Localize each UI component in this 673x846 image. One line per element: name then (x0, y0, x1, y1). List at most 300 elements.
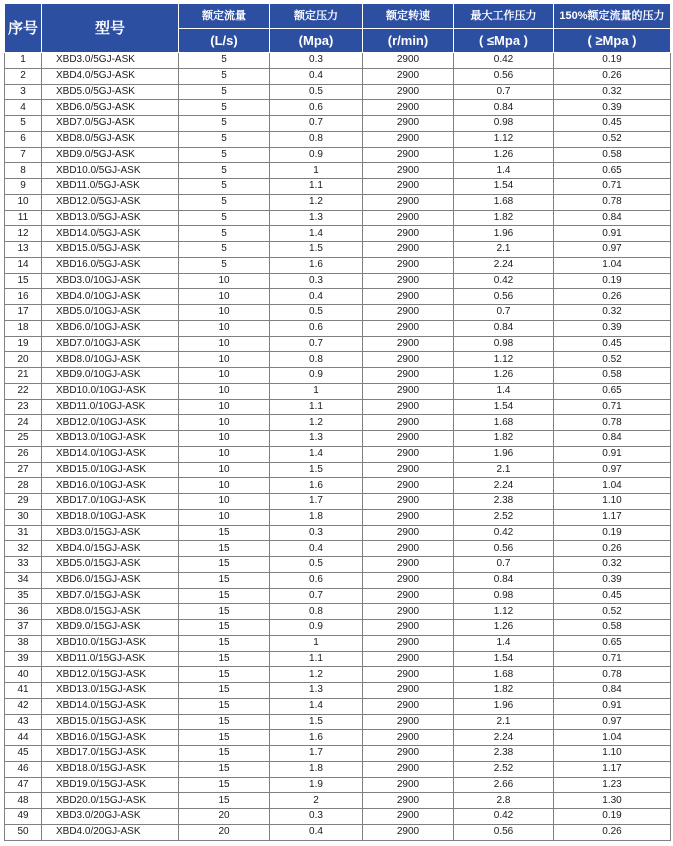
cell-no: 22 (5, 383, 42, 399)
cell-pressure-150: 1.17 (554, 509, 671, 525)
table-row (5, 431, 671, 447)
cell-pressure-150: 0.45 (554, 588, 671, 604)
cell-pressure-150: 0.58 (554, 147, 671, 163)
cell-no: 49 (5, 809, 42, 825)
cell-flow: 15 (179, 746, 270, 762)
cell-flow: 5 (179, 68, 270, 84)
cell-model: XBD9.0/5GJ-ASK (42, 147, 179, 163)
cell-model: XBD11.0/15GJ-ASK (42, 651, 179, 667)
table-row (5, 147, 671, 163)
cell-model: XBD3.0/15GJ-ASK (42, 525, 179, 541)
cell-pressure-150: 0.84 (554, 431, 671, 447)
cell-flow: 10 (179, 415, 270, 431)
cell-pressure: 0.5 (270, 305, 363, 321)
table-row (5, 557, 671, 573)
cell-model: XBD4.0/10GJ-ASK (42, 289, 179, 305)
cell-speed: 2900 (363, 667, 454, 683)
cell-model: XBD9.0/15GJ-ASK (42, 620, 179, 636)
table-row (5, 415, 671, 431)
cell-model: XBD6.0/5GJ-ASK (42, 100, 179, 116)
cell-no: 43 (5, 714, 42, 730)
cell-speed: 2900 (363, 509, 454, 525)
cell-model: XBD7.0/15GJ-ASK (42, 588, 179, 604)
cell-no: 33 (5, 557, 42, 573)
cell-pressure: 0.3 (270, 273, 363, 289)
cell-flow: 5 (179, 210, 270, 226)
cell-max-pressure: 1.82 (454, 683, 554, 699)
cell-flow: 10 (179, 320, 270, 336)
cell-speed: 2900 (363, 698, 454, 714)
cell-flow: 15 (179, 698, 270, 714)
cell-no: 40 (5, 667, 42, 683)
table-body (5, 53, 671, 841)
cell-flow: 5 (179, 163, 270, 179)
cell-max-pressure: 1.96 (454, 446, 554, 462)
cell-pressure-150: 0.45 (554, 116, 671, 132)
cell-no: 3 (5, 84, 42, 100)
cell-no: 35 (5, 588, 42, 604)
cell-pressure: 0.5 (270, 557, 363, 573)
cell-max-pressure: 1.68 (454, 415, 554, 431)
cell-model: XBD16.0/15GJ-ASK (42, 730, 179, 746)
cell-flow: 15 (179, 777, 270, 793)
cell-speed: 2900 (363, 683, 454, 699)
pump-spec-table (4, 3, 671, 841)
cell-pressure: 0.3 (270, 525, 363, 541)
cell-pressure: 1.2 (270, 667, 363, 683)
table-row (5, 179, 671, 195)
cell-pressure: 1.8 (270, 761, 363, 777)
cell-pressure-150: 0.19 (554, 809, 671, 825)
cell-no: 30 (5, 509, 42, 525)
cell-pressure: 1.9 (270, 777, 363, 793)
cell-max-pressure: 0.42 (454, 809, 554, 825)
cell-max-pressure: 1.12 (454, 604, 554, 620)
cell-model: XBD11.0/5GJ-ASK (42, 179, 179, 195)
cell-pressure-150: 0.65 (554, 383, 671, 399)
cell-pressure-150: 0.84 (554, 210, 671, 226)
table-row (5, 588, 671, 604)
cell-speed: 2900 (363, 635, 454, 651)
table-row (5, 368, 671, 384)
cell-speed: 2900 (363, 305, 454, 321)
cell-model: XBD13.0/5GJ-ASK (42, 210, 179, 226)
cell-no: 12 (5, 226, 42, 242)
header-pressure: 额定压力 (270, 4, 363, 29)
cell-no: 34 (5, 572, 42, 588)
cell-no: 50 (5, 824, 42, 840)
cell-model: XBD15.0/15GJ-ASK (42, 714, 179, 730)
cell-model: XBD11.0/10GJ-ASK (42, 399, 179, 415)
cell-pressure-150: 0.39 (554, 320, 671, 336)
cell-speed: 2900 (363, 399, 454, 415)
cell-model: XBD10.0/15GJ-ASK (42, 635, 179, 651)
cell-no: 7 (5, 147, 42, 163)
cell-pressure-150: 1.17 (554, 761, 671, 777)
cell-max-pressure: 2.8 (454, 793, 554, 809)
cell-no: 14 (5, 257, 42, 273)
cell-pressure-150: 0.19 (554, 525, 671, 541)
cell-no: 11 (5, 210, 42, 226)
cell-max-pressure: 1.4 (454, 383, 554, 399)
cell-model: XBD5.0/5GJ-ASK (42, 84, 179, 100)
cell-no: 42 (5, 698, 42, 714)
table-row (5, 383, 671, 399)
cell-pressure: 0.8 (270, 604, 363, 620)
cell-pressure: 1.6 (270, 730, 363, 746)
cell-pressure-150: 0.65 (554, 163, 671, 179)
table-row (5, 824, 671, 840)
table-row (5, 53, 671, 69)
cell-flow: 5 (179, 116, 270, 132)
table-row (5, 683, 671, 699)
cell-flow: 5 (179, 194, 270, 210)
cell-no: 24 (5, 415, 42, 431)
cell-pressure: 1.6 (270, 257, 363, 273)
cell-pressure: 1.8 (270, 509, 363, 525)
cell-pressure-150: 0.52 (554, 604, 671, 620)
cell-no: 6 (5, 131, 42, 147)
cell-speed: 2900 (363, 68, 454, 84)
cell-no: 10 (5, 194, 42, 210)
header-max-pressure: 最大工作压力 (454, 4, 554, 29)
cell-pressure-150: 0.32 (554, 305, 671, 321)
cell-flow: 15 (179, 604, 270, 620)
cell-no: 5 (5, 116, 42, 132)
cell-max-pressure: 0.56 (454, 68, 554, 84)
table-row (5, 131, 671, 147)
cell-max-pressure: 1.54 (454, 399, 554, 415)
cell-speed: 2900 (363, 116, 454, 132)
cell-no: 27 (5, 462, 42, 478)
cell-flow: 15 (179, 557, 270, 573)
cell-max-pressure: 0.42 (454, 53, 554, 69)
cell-no: 32 (5, 541, 42, 557)
cell-model: XBD17.0/10GJ-ASK (42, 494, 179, 510)
cell-model: XBD3.0/5GJ-ASK (42, 53, 179, 69)
cell-model: XBD12.0/10GJ-ASK (42, 415, 179, 431)
cell-no: 16 (5, 289, 42, 305)
table-row (5, 698, 671, 714)
table-row (5, 100, 671, 116)
cell-speed: 2900 (363, 273, 454, 289)
cell-flow: 5 (179, 100, 270, 116)
cell-pressure: 1.4 (270, 226, 363, 242)
cell-flow: 20 (179, 809, 270, 825)
table-row (5, 352, 671, 368)
cell-speed: 2900 (363, 478, 454, 494)
cell-no: 23 (5, 399, 42, 415)
cell-model: XBD14.0/5GJ-ASK (42, 226, 179, 242)
cell-flow: 5 (179, 53, 270, 69)
cell-speed: 2900 (363, 620, 454, 636)
table-row (5, 242, 671, 258)
cell-max-pressure: 1.96 (454, 226, 554, 242)
cell-pressure-150: 0.97 (554, 242, 671, 258)
table-row (5, 462, 671, 478)
cell-speed: 2900 (363, 446, 454, 462)
cell-pressure: 1 (270, 635, 363, 651)
header-pressure-150: 150%额定流量的压力 (554, 4, 671, 29)
cell-pressure: 0.4 (270, 289, 363, 305)
cell-flow: 5 (179, 226, 270, 242)
cell-no: 20 (5, 352, 42, 368)
table-row (5, 509, 671, 525)
cell-speed: 2900 (363, 462, 454, 478)
cell-max-pressure: 1.26 (454, 620, 554, 636)
cell-model: XBD20.0/15GJ-ASK (42, 793, 179, 809)
cell-no: 48 (5, 793, 42, 809)
cell-pressure: 1.6 (270, 478, 363, 494)
cell-flow: 10 (179, 352, 270, 368)
cell-speed: 2900 (363, 383, 454, 399)
cell-flow: 10 (179, 478, 270, 494)
cell-max-pressure: 0.56 (454, 289, 554, 305)
cell-max-pressure: 2.1 (454, 462, 554, 478)
header-flow-unit: (L/s) (179, 29, 270, 53)
cell-max-pressure: 0.98 (454, 116, 554, 132)
cell-pressure: 1.7 (270, 494, 363, 510)
cell-max-pressure: 0.84 (454, 572, 554, 588)
cell-pressure-150: 0.65 (554, 635, 671, 651)
cell-pressure: 2 (270, 793, 363, 809)
cell-no: 18 (5, 320, 42, 336)
table-row (5, 226, 671, 242)
cell-speed: 2900 (363, 84, 454, 100)
table-row (5, 194, 671, 210)
table-row (5, 730, 671, 746)
cell-no: 28 (5, 478, 42, 494)
cell-model: XBD15.0/5GJ-ASK (42, 242, 179, 258)
table-row (5, 604, 671, 620)
table-row (5, 84, 671, 100)
cell-no: 31 (5, 525, 42, 541)
cell-flow: 5 (179, 179, 270, 195)
cell-pressure-150: 0.91 (554, 698, 671, 714)
table-row (5, 210, 671, 226)
cell-flow: 5 (179, 131, 270, 147)
cell-pressure: 1.1 (270, 179, 363, 195)
cell-speed: 2900 (363, 257, 454, 273)
cell-model: XBD12.0/15GJ-ASK (42, 667, 179, 683)
cell-max-pressure: 2.52 (454, 761, 554, 777)
table-row (5, 68, 671, 84)
cell-max-pressure: 1.54 (454, 651, 554, 667)
cell-flow: 15 (179, 635, 270, 651)
cell-pressure: 1.2 (270, 194, 363, 210)
cell-no: 8 (5, 163, 42, 179)
cell-flow: 5 (179, 84, 270, 100)
table-row (5, 777, 671, 793)
cell-pressure-150: 0.91 (554, 226, 671, 242)
cell-speed: 2900 (363, 352, 454, 368)
cell-speed: 2900 (363, 777, 454, 793)
cell-speed: 2900 (363, 415, 454, 431)
cell-max-pressure: 2.66 (454, 777, 554, 793)
cell-pressure: 1.3 (270, 683, 363, 699)
table-row (5, 809, 671, 825)
cell-pressure: 0.4 (270, 824, 363, 840)
cell-max-pressure: 2.24 (454, 730, 554, 746)
cell-max-pressure: 0.42 (454, 273, 554, 289)
cell-pressure: 1 (270, 383, 363, 399)
cell-flow: 20 (179, 824, 270, 840)
cell-pressure: 0.8 (270, 352, 363, 368)
cell-pressure: 0.7 (270, 116, 363, 132)
cell-pressure-150: 0.78 (554, 415, 671, 431)
cell-max-pressure: 0.98 (454, 588, 554, 604)
cell-pressure: 1.1 (270, 651, 363, 667)
cell-pressure: 0.3 (270, 53, 363, 69)
cell-pressure-150: 0.26 (554, 824, 671, 840)
cell-model: XBD8.0/10GJ-ASK (42, 352, 179, 368)
cell-speed: 2900 (363, 289, 454, 305)
table-row (5, 273, 671, 289)
cell-max-pressure: 1.12 (454, 352, 554, 368)
cell-pressure: 0.7 (270, 336, 363, 352)
cell-model: XBD4.0/5GJ-ASK (42, 68, 179, 84)
cell-pressure: 1.3 (270, 431, 363, 447)
table-row (5, 163, 671, 179)
header-no: 序号 (5, 4, 42, 53)
cell-speed: 2900 (363, 525, 454, 541)
cell-no: 13 (5, 242, 42, 258)
cell-pressure-150: 0.52 (554, 352, 671, 368)
cell-max-pressure: 0.84 (454, 100, 554, 116)
cell-pressure: 1.4 (270, 698, 363, 714)
cell-pressure-150: 1.23 (554, 777, 671, 793)
cell-model: XBD16.0/5GJ-ASK (42, 257, 179, 273)
cell-no: 19 (5, 336, 42, 352)
cell-pressure-150: 0.32 (554, 557, 671, 573)
cell-speed: 2900 (363, 226, 454, 242)
cell-pressure-150: 0.52 (554, 131, 671, 147)
cell-no: 17 (5, 305, 42, 321)
header-flow: 额定流量 (179, 4, 270, 29)
cell-pressure-150: 0.91 (554, 446, 671, 462)
table-row (5, 651, 671, 667)
table-row (5, 793, 671, 809)
cell-speed: 2900 (363, 824, 454, 840)
cell-flow: 10 (179, 383, 270, 399)
table-row (5, 620, 671, 636)
cell-pressure-150: 0.39 (554, 572, 671, 588)
cell-model: XBD6.0/15GJ-ASK (42, 572, 179, 588)
cell-no: 41 (5, 683, 42, 699)
table-row (5, 336, 671, 352)
table-row (5, 305, 671, 321)
cell-flow: 5 (179, 257, 270, 273)
cell-max-pressure: 0.56 (454, 824, 554, 840)
cell-no: 26 (5, 446, 42, 462)
cell-pressure-150: 0.71 (554, 399, 671, 415)
cell-pressure: 0.8 (270, 131, 363, 147)
cell-pressure: 0.4 (270, 541, 363, 557)
cell-no: 36 (5, 604, 42, 620)
cell-pressure-150: 0.26 (554, 68, 671, 84)
cell-model: XBD10.0/5GJ-ASK (42, 163, 179, 179)
cell-speed: 2900 (363, 100, 454, 116)
cell-max-pressure: 1.54 (454, 179, 554, 195)
cell-model: XBD5.0/15GJ-ASK (42, 557, 179, 573)
cell-pressure: 0.9 (270, 147, 363, 163)
cell-model: XBD4.0/15GJ-ASK (42, 541, 179, 557)
cell-flow: 15 (179, 620, 270, 636)
cell-flow: 10 (179, 462, 270, 478)
table-row (5, 541, 671, 557)
cell-pressure-150: 0.71 (554, 179, 671, 195)
cell-speed: 2900 (363, 557, 454, 573)
cell-max-pressure: 2.38 (454, 494, 554, 510)
cell-model: XBD3.0/20GJ-ASK (42, 809, 179, 825)
cell-pressure: 0.3 (270, 809, 363, 825)
table-row (5, 494, 671, 510)
cell-no: 45 (5, 746, 42, 762)
cell-flow: 15 (179, 730, 270, 746)
cell-model: XBD8.0/5GJ-ASK (42, 131, 179, 147)
cell-pressure: 0.9 (270, 620, 363, 636)
cell-model: XBD18.0/10GJ-ASK (42, 509, 179, 525)
cell-model: XBD3.0/10GJ-ASK (42, 273, 179, 289)
cell-pressure-150: 0.39 (554, 100, 671, 116)
cell-speed: 2900 (363, 431, 454, 447)
cell-flow: 10 (179, 494, 270, 510)
cell-model: XBD18.0/15GJ-ASK (42, 761, 179, 777)
cell-pressure-150: 0.58 (554, 368, 671, 384)
cell-flow: 15 (179, 667, 270, 683)
cell-speed: 2900 (363, 147, 454, 163)
cell-speed: 2900 (363, 494, 454, 510)
cell-max-pressure: 1.68 (454, 194, 554, 210)
table-row (5, 525, 671, 541)
header-max-pressure-unit: ( ≤Mpa ) (454, 29, 554, 53)
cell-flow: 15 (179, 683, 270, 699)
cell-speed: 2900 (363, 53, 454, 69)
cell-pressure: 1.4 (270, 446, 363, 462)
cell-speed: 2900 (363, 761, 454, 777)
cell-flow: 15 (179, 761, 270, 777)
cell-no: 25 (5, 431, 42, 447)
cell-model: XBD7.0/5GJ-ASK (42, 116, 179, 132)
cell-speed: 2900 (363, 604, 454, 620)
cell-pressure-150: 1.04 (554, 257, 671, 273)
cell-speed: 2900 (363, 714, 454, 730)
header-model: 型号 (42, 4, 179, 53)
cell-speed: 2900 (363, 541, 454, 557)
cell-pressure: 0.6 (270, 100, 363, 116)
cell-max-pressure: 1.26 (454, 368, 554, 384)
cell-max-pressure: 0.7 (454, 305, 554, 321)
cell-no: 38 (5, 635, 42, 651)
cell-pressure-150: 0.97 (554, 714, 671, 730)
cell-max-pressure: 1.82 (454, 431, 554, 447)
cell-model: XBD14.0/15GJ-ASK (42, 698, 179, 714)
cell-pressure-150: 0.19 (554, 273, 671, 289)
cell-max-pressure: 2.52 (454, 509, 554, 525)
cell-no: 47 (5, 777, 42, 793)
cell-model: XBD13.0/15GJ-ASK (42, 683, 179, 699)
cell-max-pressure: 1.96 (454, 698, 554, 714)
cell-pressure: 0.7 (270, 588, 363, 604)
cell-pressure: 0.6 (270, 320, 363, 336)
table-row (5, 761, 671, 777)
cell-model: XBD19.0/15GJ-ASK (42, 777, 179, 793)
cell-no: 9 (5, 179, 42, 195)
table-row (5, 289, 671, 305)
cell-flow: 10 (179, 509, 270, 525)
cell-model: XBD8.0/15GJ-ASK (42, 604, 179, 620)
cell-pressure-150: 0.26 (554, 541, 671, 557)
